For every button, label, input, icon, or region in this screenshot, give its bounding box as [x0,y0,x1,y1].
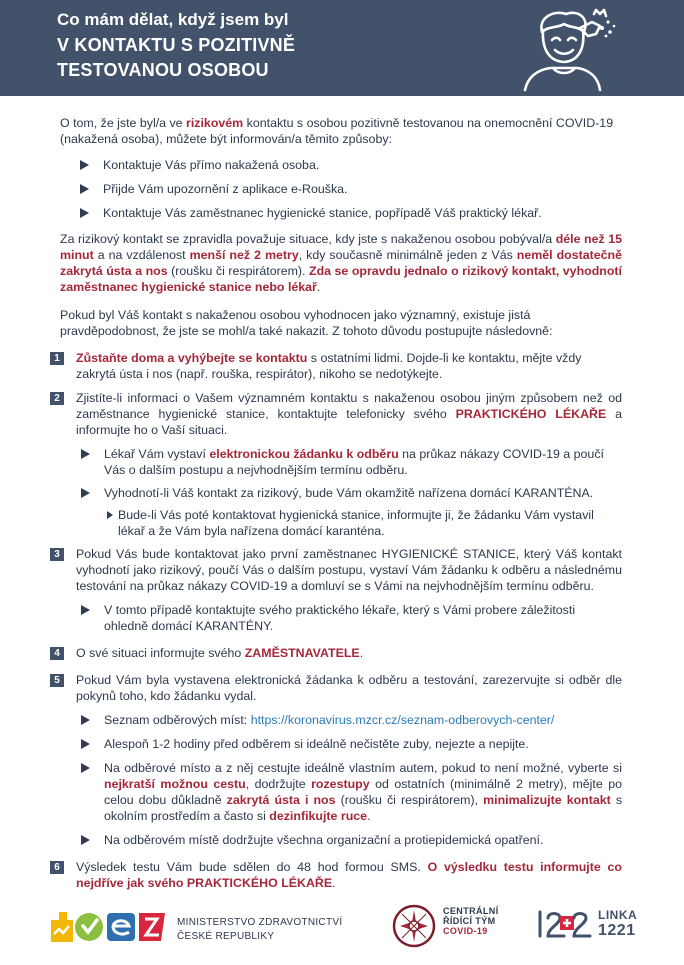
arrow-bullet-icon [81,605,90,615]
sneezing-person-icon [520,6,620,92]
step-1: 1 Zůstaňte doma a vyhýbejte se kontaktu s ostatními lidmi. Dojde-li ke kontaktu, mějte vždy zakrytá ústa i nos (např. rouška, respirátor), nikoho se nedotýkejte. [60,350,622,382]
list-item: Kontaktuje Vás zaměstnanec hygienické stanice, popřípadě Váš praktický lékař. [60,205,622,221]
step-number-badge: 6 [50,861,64,874]
title-line-2: V KONTAKTU S POZITIVNĚ [57,35,296,55]
arrow-bullet-icon [81,835,90,845]
significant-contact-paragraph: Pokud byl Váš kontakt s nakaženou osobou vyhodnocen jako významný, existuje jistá pravděpodobnost, že jste se mohl/a také nakazit. Z tohoto důvodu postupujte následovně: [60,308,553,338]
step-5: 5 Pokud Vám byla vystavena elektronická žádanka k odběru a testování, zarezervujte si odběr dle pokynů toho, kdo žádanku vydal. [60,672,622,704]
step-number-badge: 5 [50,674,64,687]
step-number-badge: 3 [50,548,64,561]
title-line-1: Co mám dělat, když jsem byl [57,10,289,29]
title-line-3: TESTOVANOU OSOBOU [57,60,269,80]
step-5-sub-4: Na odběrovém místě dodržujte všechna organizační a protiepidemická opatření. [60,832,622,848]
crisis-team-name: CENTRÁLNÍ ŘÍDÍCÍ TÝM COVID-19 [443,906,499,936]
step-number-badge: 2 [50,392,64,405]
crisis-team-emblem-icon [392,904,436,948]
step-number-badge: 1 [50,352,64,365]
step-2-sub-1: Lékař Vám vystaví elektronickou žádanku k odběru na průkaz nákazy COVID-19 a poučí Vás o dalším postupu a nejvhodnějším termínu odběru. [60,446,622,478]
list-item: Přijde Vám upozornění z aplikace e-Rouška. [60,181,622,197]
step-2-sub-2-note: Bude-li Vás poté kontaktovat hygienická stanice, informujte ji, že žádanku Vám vystavil lékař a že Vám byla nařízena domácí karanténa. [60,507,622,539]
intro-paragraph: O tom, že jste byl/a ve rizikovém kontaktu s osobou pozitivně testovanou na onemocnění COVID-19 (nakažená osoba), můžete být informován/a těmito způsoby: [60,116,614,146]
hotline-logo-icon [536,908,594,940]
testing-sites-link[interactable]: https://koronavirus.mzcr.cz/seznam-odberovych-center/ [250,713,555,727]
arrow-bullet-icon [80,184,89,194]
ministry-logo-icon [49,908,167,944]
arrow-bullet-icon [81,739,90,749]
arrow-bullet-icon [81,449,90,459]
step-5-sub-3: Na odběrové místo a z něj cestujte ideálně vlastním autem, pokud to není možné, vyberte si nejkratší možnou cestu, dodržujte rozestupy od ostatních (minimálně 2 metry), mějte po celou dobu důkladně zakrytá ústa i nos (roušku či respirátorem), minimalizujte kontakt s okolním prostředím a často si dezinfikujte ruce. [60,760,622,824]
step-2-sub-2: Vyhodnotí-li Váš kontakt za rizikový, bude Vám okamžitě nařízena domácí KARANTÉNA. [60,485,622,501]
document-body [54,115,623,891]
arrow-bullet-icon [80,160,89,170]
arrow-bullet-icon [81,763,90,773]
step-number-badge: 4 [50,647,64,660]
hotline-label: LINKA 1221 [598,908,638,939]
step-3-sub: V tomto případě kontaktujte svého praktického lékaře, který s Vámi probere záležitosti ohledně domácí KARANTÉNY. [60,602,622,634]
step-5-sub-2: Alespoň 1-2 hodiny před odběrem si ideálně nečistěte zuby, nejezte a nepijte. [60,736,622,752]
arrow-bullet-icon [81,715,90,725]
small-arrow-bullet-icon [107,511,113,519]
ministry-name: MINISTERSTVO ZDRAVOTNICTVÍ ČESKÉ REPUBLIKY [177,917,343,942]
arrow-bullet-icon [81,488,90,498]
step-4: 4 O své situaci informujte svého ZAMĚSTNAVATELE. [60,645,622,661]
step-2: 2 Zjistíte-li informaci o Vašem významném kontaktu s nakaženou osobou jiným způsobem než od zaměstnance hygienické stanice, kontaktujte telefonicky svého PRAKTICKÉHO LÉKAŘE a informujte ho o Vaší situaci. [60,390,622,438]
risk-contact-paragraph: Za rizikový kontakt se zpravidla považuje situace, kdy jste s nakaženou osobou pobýval/a déle než 15 minut a na vzdálenost menší než 2 metry, kdy současně minimálně jeden z Vás neměl dostatečně zakrytá ústa a nos (roušku či respirátorem). Zda se opravdu jednalo o rizikový kontakt, vyhodnotí zaměstnanec hygienické stanice nebo lékař. [60,232,622,294]
arrow-bullet-icon [80,208,89,218]
step-5-sub-1: Seznam odběrových míst: https://koronavirus.mzcr.cz/seznam-odberovych-center/ [60,712,622,728]
list-item: Kontaktuje Vás přímo nakažená osoba. [60,157,622,173]
step-3: 3 Pokud Vás bude kontaktovat jako první zaměstnanec HYGIENICKÉ STANICE, který Váš kontakt vyhodnotí jako rizikový, poučí Vás o dalším postupu, vystaví Vám žádanku k odběru a následnému testování na průkaz nákazy COVID-19 a domluví se s Vámi na nejvhodnějším termínu odběru. [60,546,622,594]
header-banner [0,0,684,96]
step-6: 6 Výsledek testu Vám bude sdělen do 48 hod formou SMS. O výsledku testu informujte co nejdříve jak svého PRAKTICKÉHO LÉKAŘE. [60,859,622,891]
